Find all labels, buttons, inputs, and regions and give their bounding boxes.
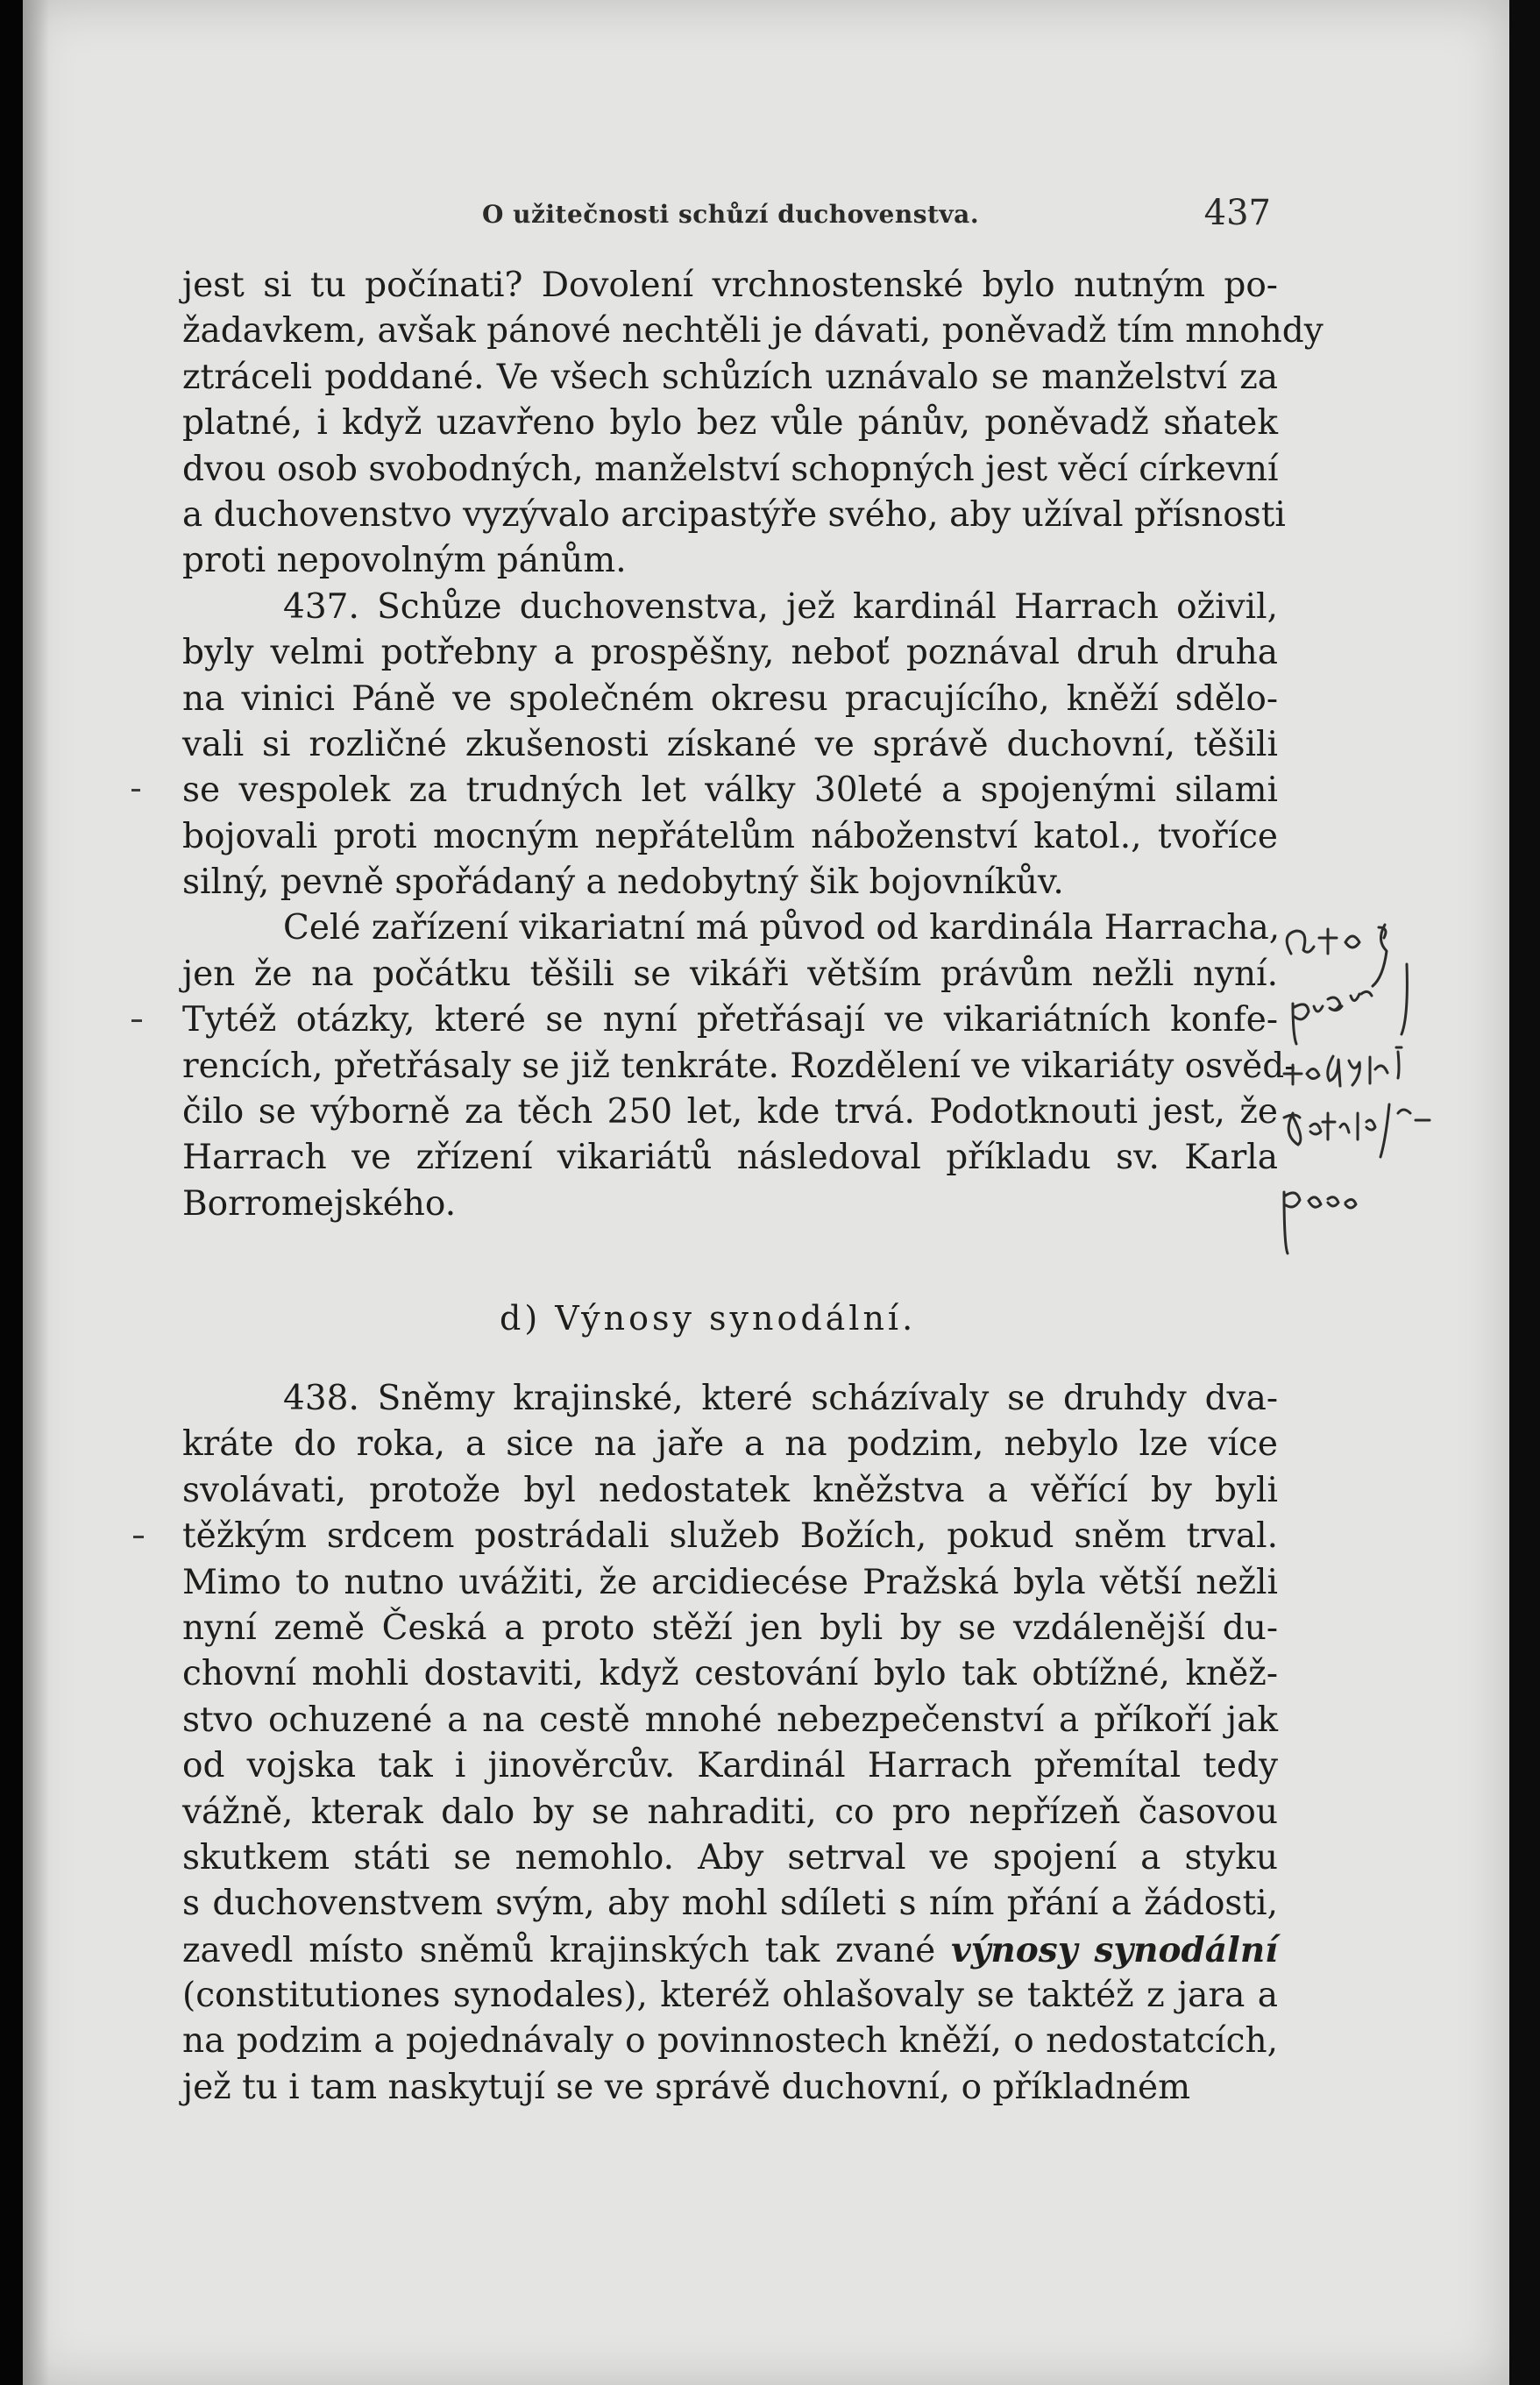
text-line: chovní mohli dostaviti, když cestování bylo tak obtížné, kněž- [182, 1654, 1278, 1694]
text-fragment: zavedl místo sněmů krajinských tak zvané [182, 1930, 952, 1970]
text-line: platné, i když uzavřeno bylo bez vůle pánův, poněvadž sňatek [182, 403, 1278, 444]
handwritten-margin-note [1275, 903, 1494, 1271]
text-line: nyní země Česká a proto stěží jen byli by se vzdálenější du- [182, 1608, 1278, 1648]
text-line: 438. Sněmy krajinské, které scházívaly se druhdy dva- [283, 1379, 1278, 1418]
text-line: Celé zařízení vikariatní má původ od kardinála Harracha, [283, 908, 1281, 948]
text-line: na podzim a pojednávaly o povinnostech kněží, o nedostatcích, [182, 2021, 1278, 2062]
handwriting-stroke [1287, 931, 1314, 954]
section-heading: d) Výnosy synodální. [500, 1299, 917, 1338]
running-header-title: O užitečnosti schůzí duchovenstva. [482, 200, 980, 229]
text-line: jest si tu počínati? Dovolení vrchnostenské bylo nutným po- [182, 266, 1278, 305]
handwriting-stroke [1284, 1047, 1402, 1086]
text-line: silný, pevně spořádaný a nedobytný šik bojovníkův. [182, 862, 1064, 903]
text-line: kráte do roka, a sice na jaře a na podzim, nebylo lze více [182, 1424, 1278, 1465]
text-line: s duchovenstvem svým, aby mohl sdíleti s ním přání a žádosti, [182, 1884, 1278, 1924]
text-line: dvou osob svobodných, manželství schopných jest věcí církevní [182, 449, 1279, 489]
paragraph-438 [182, 1376, 1278, 2111]
margin-tick [131, 789, 140, 791]
body-text-upper [182, 263, 1324, 1227]
handwriting-stroke [1373, 925, 1387, 986]
text-line: skutkem státi se nemohlo. Aby setrval ve spojení a styku [182, 1837, 1278, 1877]
text-line: těžkým srdcem postrádali služeb Božích, pokud sněm trval. [182, 1516, 1278, 1557]
text-line: Harrach ve zřízení vikariátů následoval příkladu sv. Karla [182, 1138, 1278, 1178]
text-line: Borromejského. [182, 1183, 457, 1224]
text-line: byly velmi potřebny a prospěšny, neboť poznával druh druha [182, 633, 1278, 673]
text-line: ztráceli poddané. Ve všech schůzích uznávalo se manželství za [182, 357, 1278, 397]
handwriting-stroke [1293, 991, 1372, 1044]
text-line: čilo se výborně za těch 250 let, kde trvá. Podotknouti jest, že [182, 1092, 1278, 1132]
text-line: se vespolek za trudných let války 30leté a spojenými silami [182, 770, 1278, 811]
body-text-lower [182, 1376, 1278, 2111]
text-line: stvo ochuzené a na cestě mnohé nebezpečenství a příkoří jak [182, 1700, 1278, 1740]
text-line: žadavkem, avšak pánové nechtěli je dávati, poněvadž tím mnohdy [182, 311, 1324, 351]
text-line: Mimo to nutno uvážiti, že arcidiecése Pražská byla větší nežli [182, 1562, 1278, 1602]
text-line: svolávati, protože byl nedostatek kněžstva a věřící by byli [182, 1470, 1278, 1510]
text-line: proti nepovolným pánům. [182, 541, 627, 581]
text-line: Tytéž otázky, které se nyní přetřásají ve vikariátních konfe- [182, 1000, 1278, 1040]
running-header [454, 193, 1278, 245]
margin-tick [131, 1019, 142, 1022]
text-line: rencích, přetřásaly se již tenkráte. Rozdělení ve vikariáty osvěd- [182, 1046, 1296, 1086]
emphasized-term: výnosy synodální [951, 1929, 1278, 1970]
handwriting-stroke [1319, 929, 1359, 954]
scan-border-left [0, 0, 23, 2385]
text-line: bojovali proti mocným nepřátelům náboženství katol., tvoříce [182, 816, 1278, 856]
handwriting-stroke [1284, 1192, 1356, 1253]
text-line: na vinici Páně ve společném okresu pracujícího, kněží sdělo- [182, 678, 1278, 719]
margin-tick [133, 1536, 144, 1538]
handwriting-stroke [1402, 964, 1407, 1034]
text-line: jež tu i tam naskytují se ve správě duchovní, o příkladném [182, 2067, 1191, 2107]
page-gutter-shadow [23, 0, 49, 2385]
text-line: vali si rozličné zkušenosti získané ve správě duchovní, těšili [182, 724, 1278, 764]
page-number: 437 [1203, 193, 1271, 233]
text-line: a duchovenstvo vyzývalo arcipastýře svého, aby užíval přísnosti [182, 494, 1286, 535]
paragraph-continuation [182, 263, 1324, 585]
scan-border-right [1509, 0, 1540, 2385]
text-line: 437. Schůze duchovenstva, jež kardinál Harrach oživil, [283, 586, 1278, 627]
paragraph-437 [182, 585, 1278, 906]
text-line: vážně, kterak dalo by se nahraditi, co pro nepřízeň časovou [182, 1792, 1278, 1832]
text-line: od vojska tak i jinověrcův. Kardinál Harrach přemítal tedy [182, 1746, 1278, 1786]
text-line: jen že na počátku těšili se vikáři větším právům nežli nyní. [182, 954, 1278, 994]
handwriting-stroke [1284, 1104, 1430, 1157]
text-line-with-italic [182, 1927, 1278, 1973]
text-line: (constitutiones synodales), kteréž ohlašovaly se taktéž z jara a [182, 1976, 1278, 2016]
paragraph-vikariaty [182, 905, 1296, 1227]
